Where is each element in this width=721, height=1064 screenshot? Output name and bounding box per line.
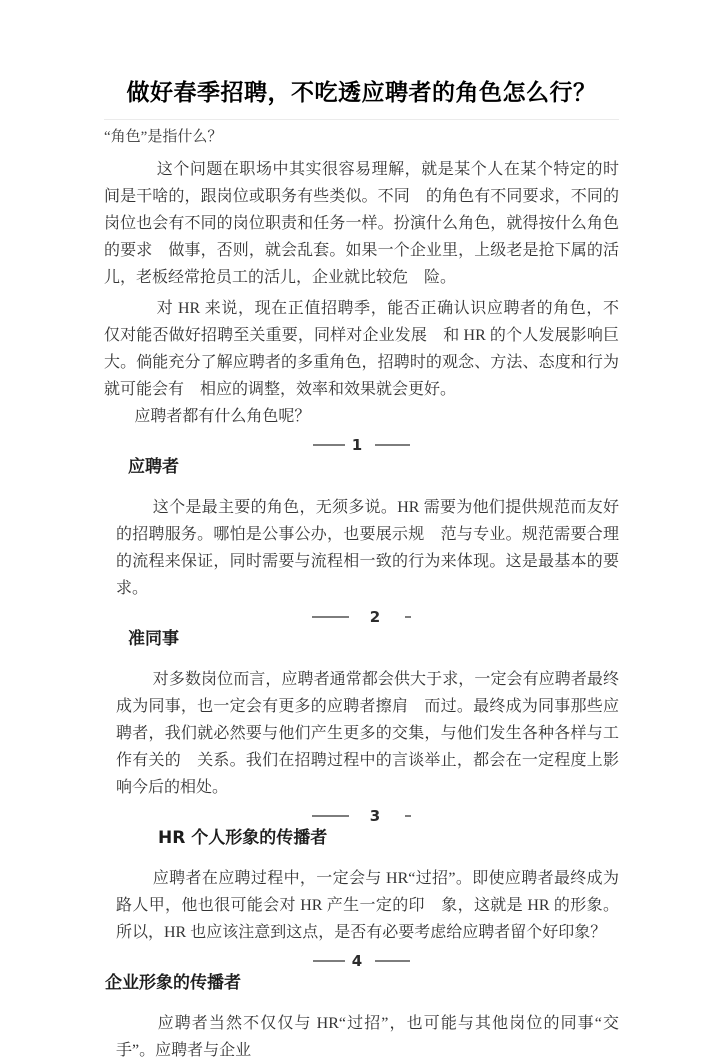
divider-line-right [375,444,410,446]
section-heading-hr-image: HR 个人形象的传播者 [158,828,328,848]
section-heading-candidate: 应聘者 [128,457,179,477]
section-divider-1 [104,437,619,453]
divider-line-left [313,444,345,446]
section-paragraph: 对多数岗位而言，应聘者通常都会供大于求，一定会有应聘者最终成为同事，也一定会有更多的应聘者擦肩 而过。最终成为同事那些应聘者，我们就必然要与他们产生更多的交集，与他们发生各种各样与工作有关的 关系。我们在招聘过程中的言谈举止，都会在一定程度上影响今后的相处。 [116,671,619,796]
article-subtitle: “角色”是指什么？ [104,129,223,145]
section-number: 2 [369,608,381,626]
section-number: 3 [369,807,381,825]
section-paragraph: 应聘者当然不仅仅与 HR“过招”，也可能与其他岗位的同事“交手”。应聘者与企业 [116,1015,619,1059]
section-heading-quasi-colleague: 准同事 [128,629,179,649]
intro-paragraph-2: 对 HR 来说，现在正值招聘季，能否正确认识应聘者的角色，不仅对能否做好招聘至关重要，同样对企业发展 和 HR 的个人发展影响巨大。倘能充分了解应聘者的多重角色，招聘时的观念、方法、态度和行为就可能会有 相应的调整，效率和效果就会更好。 [104,300,619,398]
section-heading-company-image: 企业形象的传播者 [105,973,241,993]
section-number: 1 [351,436,363,454]
divider-line-right [405,815,411,817]
section-paragraph: 这个是最主要的角色，无须多说。HR 需要为他们提供规范而友好的招聘服务。哪怕是公事公办，也要展示规 范与专业。规范需要合理的流程来保证，同时需要与流程相一致的行为来体现。这是最基本的要求。 [116,499,619,597]
title-rule-line [104,119,619,120]
divider-line-left [313,960,345,962]
intro-paragraph-1: 这个问题在职场中其实很容易理解，就是某个人在某个特定的时间是干啥的，跟岗位或职务有些类似。不同 的角色有不同要求，不同的岗位也会有不同的岗位职责和任务一样。扮演什么角色，就得按什么角色的要求 做事，否则，就会乱套。如果一个企业里，上级老是抢下属的活儿，老板经常抢员工的活儿，企业就比较危 险。 [104,161,619,286]
article-title: 做好春季招聘，不吃透应聘者的角色怎么行？ [126,80,597,106]
section-number: 4 [351,952,363,970]
section-divider-2 [104,609,619,625]
section-divider-3 [104,808,619,824]
divider-line-right [405,616,411,618]
section-divider-4 [104,953,619,969]
divider-line-right [375,960,410,962]
divider-line-left [312,815,349,817]
divider-line-left [312,616,349,618]
section-paragraph: 应聘者在应聘过程中，一定会与 HR“过招”。即使应聘者最终成为路人甲，他也很可能会对 HR 产生一定的印 象，这就是 HR 的形象。所以，HR 也应该注意到这点，是否有必要考虑给应聘者留个好印象？ [116,870,619,941]
lead-question: 应聘者都有什么角色呢？ [134,408,311,425]
